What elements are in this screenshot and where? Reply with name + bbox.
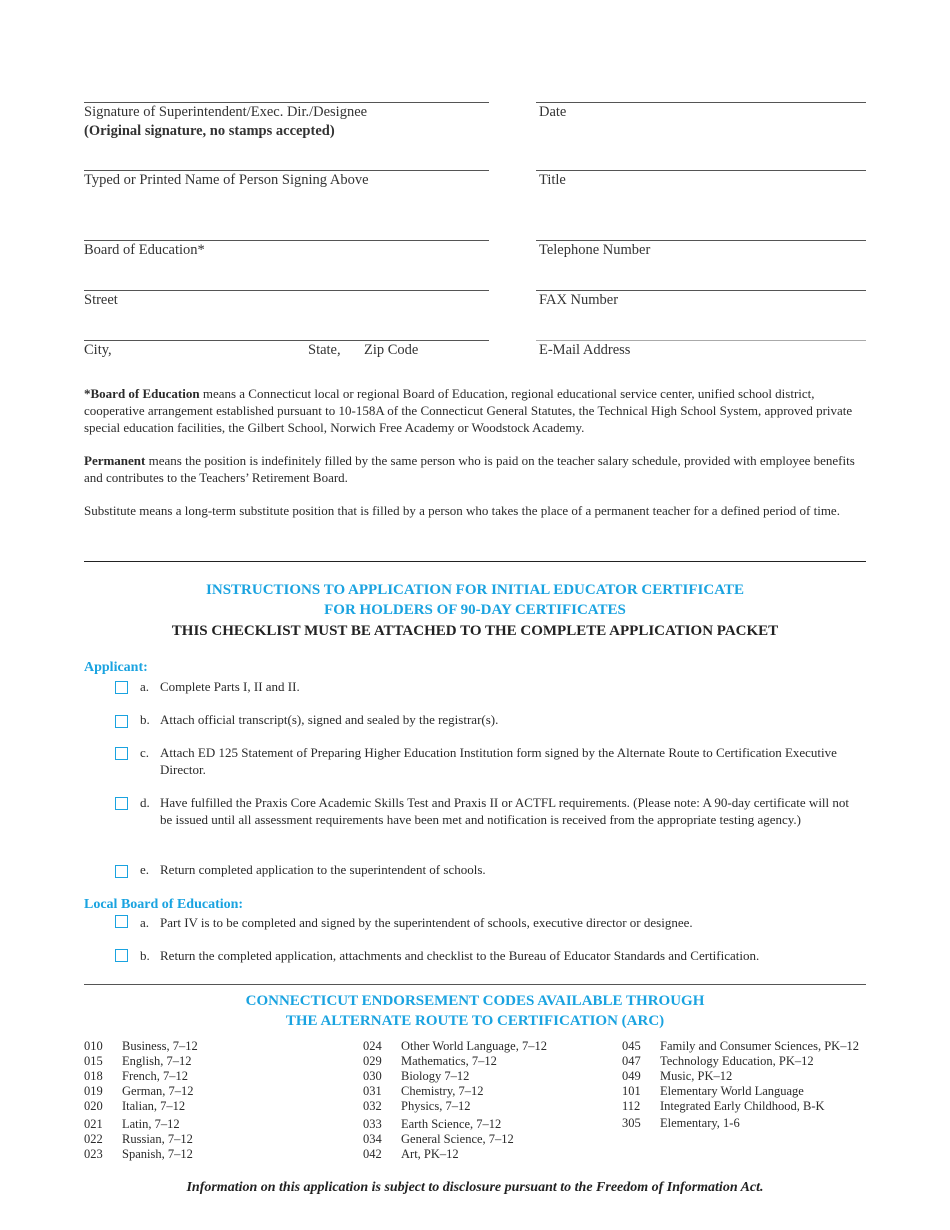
code-number: 047 <box>622 1054 641 1068</box>
code-number: 021 <box>84 1117 103 1131</box>
code-name: German, 7–12 <box>122 1084 194 1098</box>
code-number: 010 <box>84 1039 103 1053</box>
code-name: Family and Consumer Sciences, PK–12 <box>660 1039 859 1053</box>
applicant-item-text: Attach ED 125 Statement of Preparing Higher Education Institution form signed by the Alternate Route to Certification Executive Director. <box>160 745 837 777</box>
title-label: Title <box>539 172 566 188</box>
board-definition <box>84 385 866 436</box>
board-item-text: Part IV is to be completed and signed by the superintendent of schools, executive director or designee. <box>160 915 693 930</box>
code-number: 020 <box>84 1099 103 1113</box>
code-number: 049 <box>622 1069 641 1083</box>
code-name: Other World Language, 7–12 <box>401 1039 547 1053</box>
code-number: 015 <box>84 1054 103 1068</box>
code-name: Chemistry, 7–12 <box>401 1084 484 1098</box>
codes-title-line2: THE ALTERNATE ROUTE TO CERTIFICATION (ARC) <box>285 1013 665 1029</box>
code-name: French, 7–12 <box>122 1069 188 1083</box>
code-number: 018 <box>84 1069 103 1083</box>
city-line[interactable] <box>84 340 489 341</box>
code-number: 034 <box>363 1132 382 1146</box>
date-line[interactable] <box>536 102 866 103</box>
telephone-label: Telephone Number <box>539 242 651 258</box>
code-number: 029 <box>363 1054 382 1068</box>
code-name: Latin, 7–12 <box>122 1117 180 1131</box>
instructions-subtitle: THIS CHECKLIST MUST BE ATTACHED TO THE COMPLETE APPLICATION PACKET <box>171 623 779 639</box>
code-name: General Science, 7–12 <box>401 1132 514 1146</box>
code-name: Elementary World Language <box>660 1084 804 1098</box>
applicant-item-text: Have fulfilled the Praxis Core Academic Skills Test and Praxis II or ACTFL requirements. (Please note: A 90-day certificate will not be issued until all assessment requirements have been met and notification is received from the appropriate testing agency.) <box>160 795 850 827</box>
code-name: Art, PK–12 <box>401 1147 459 1161</box>
code-number: 033 <box>363 1117 382 1131</box>
date-label: Date <box>539 104 567 120</box>
applicant-item-letter: b. <box>140 712 150 727</box>
applicant-label: Applicant: <box>84 660 148 675</box>
state-label: State, <box>308 342 341 358</box>
code-name: Business, 7–12 <box>122 1039 198 1053</box>
code-number: 042 <box>363 1147 382 1161</box>
instructions-title-line1: INSTRUCTIONS TO APPLICATION FOR INITIAL EDUCATOR CERTIFICATE <box>206 582 744 598</box>
code-number: 101 <box>622 1084 641 1098</box>
code-name: Italian, 7–12 <box>122 1099 186 1113</box>
code-name: Technology Education, PK–12 <box>660 1054 814 1068</box>
applicant-item-letter: c. <box>140 745 150 760</box>
code-name: Physics, 7–12 <box>401 1099 471 1113</box>
title-line[interactable] <box>536 170 866 171</box>
codes-divider <box>84 984 866 985</box>
board-item-text: Return the completed application, attachments and checklist to the Bureau of Educator Standards and Certification. <box>160 948 760 963</box>
foia-footer: Information on this application is subject to disclosure pursuant to the Freedom of Information Act. <box>186 1180 764 1195</box>
applicant-item-text: Return completed application to the superintendent of schools. <box>160 862 486 877</box>
code-number: 023 <box>84 1147 103 1161</box>
checkbox-applicant-a[interactable] <box>115 681 128 694</box>
local-board-label: Local Board of Education: <box>84 897 244 912</box>
signature-note: (Original signature, no stamps accepted) <box>84 123 335 139</box>
applicant-item-letter: a. <box>140 679 150 694</box>
board-item-letter: a. <box>140 915 150 930</box>
code-number: 022 <box>84 1132 103 1146</box>
code-number: 031 <box>363 1084 382 1098</box>
checkbox-board-b[interactable] <box>115 949 128 962</box>
code-name: Russian, 7–12 <box>122 1132 193 1146</box>
instructions-title-line2: FOR HOLDERS OF 90-DAY CERTIFICATES <box>324 602 626 618</box>
board-item-letter: b. <box>140 948 150 963</box>
permanent-definition <box>84 452 866 486</box>
board-text: means a Connecticut local or regional Board of Education, regional educational service center, unified school district, cooperative arrangement established pursuant to 10-158A of the Connecticut General Statutes, the Technical High School System, approved private special education facilities, the Gilbert School, Norwich Free Academy or Woodstock Academy. <box>84 386 853 435</box>
applicant-item-letter: e. <box>140 862 150 877</box>
permanent-term: Permanent <box>84 453 146 468</box>
code-name: Biology 7–12 <box>401 1069 470 1083</box>
checkbox-board-a[interactable] <box>115 915 128 928</box>
code-name: Elementary, 1-6 <box>660 1116 740 1130</box>
codes-title-line1: CONNECTICUT ENDORSEMENT CODES AVAILABLE THROUGH <box>245 993 705 1009</box>
code-name: Mathematics, 7–12 <box>401 1054 497 1068</box>
code-number: 019 <box>84 1084 103 1098</box>
signature-label: Signature of Superintendent/Exec. Dir./Designee <box>84 104 368 120</box>
checkbox-applicant-c[interactable] <box>115 747 128 760</box>
section-divider <box>84 561 866 562</box>
code-number: 112 <box>622 1099 641 1113</box>
code-number: 024 <box>363 1039 382 1053</box>
applicant-item-text: Attach official transcript(s), signed and sealed by the registrar(s). <box>160 712 499 727</box>
street-label: Street <box>84 292 118 308</box>
checkbox-applicant-b[interactable] <box>115 715 128 728</box>
code-name: Music, PK–12 <box>660 1069 733 1083</box>
substitute-definition: Substitute means a long-term substitute position that is filled by a person who takes the place of a permanent teacher for a defined period of time. <box>84 503 840 518</box>
fax-label: FAX Number <box>539 292 619 308</box>
board-term: *Board of Education <box>84 386 200 401</box>
applicant-item-letter: d. <box>140 795 150 810</box>
code-name: English, 7–12 <box>122 1054 192 1068</box>
code-name: Earth Science, 7–12 <box>401 1117 502 1131</box>
zip-label: Zip Code <box>364 342 419 358</box>
code-number: 030 <box>363 1069 382 1083</box>
printed-name-label: Typed or Printed Name of Person Signing Above <box>84 172 369 188</box>
checkbox-applicant-e[interactable] <box>115 865 128 878</box>
code-number: 045 <box>622 1039 641 1053</box>
board-label: Board of Education* <box>84 242 205 258</box>
applicant-item-text: Complete Parts I, II and II. <box>160 679 300 694</box>
code-name: Integrated Early Childhood, B-K <box>660 1099 825 1113</box>
checkbox-applicant-d[interactable] <box>115 797 128 810</box>
code-name: Spanish, 7–12 <box>122 1147 193 1161</box>
email-label: E-Mail Address <box>539 342 631 358</box>
city-label: City, <box>84 342 112 358</box>
permanent-text: means the position is indefinitely filled by the same person who is paid on the teacher salary schedule, provided with employee benefits and contributes to the Teachers’ Retirement Board. <box>84 453 855 485</box>
code-number: 305 <box>622 1116 641 1130</box>
street-line[interactable] <box>84 290 489 291</box>
code-number: 032 <box>363 1099 382 1113</box>
